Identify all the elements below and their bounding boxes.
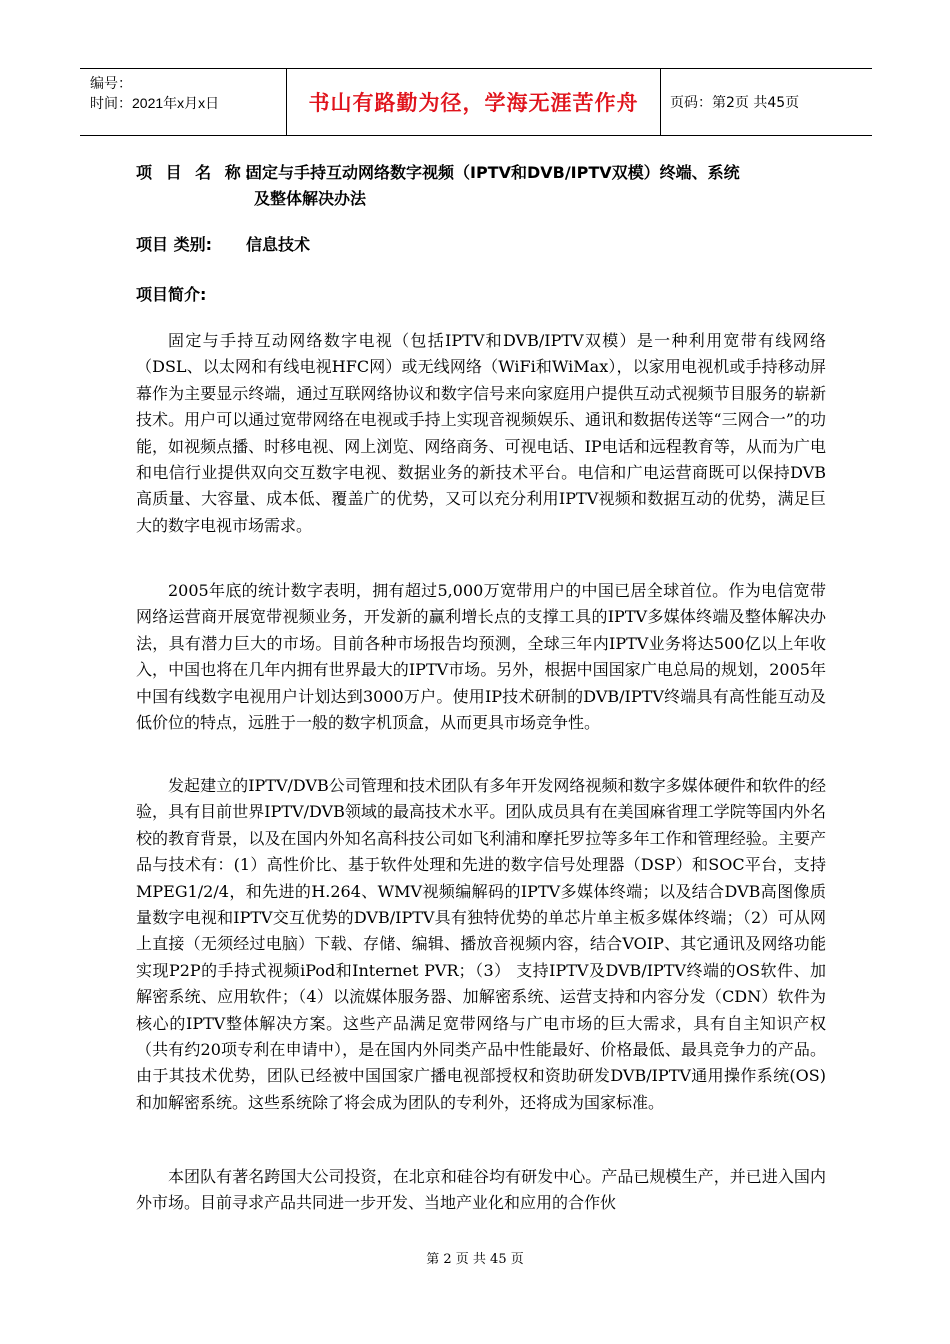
- project-category-row: [136, 232, 836, 258]
- document-date: 时间：2021年x月x日: [90, 95, 220, 111]
- project-intro-row: [136, 282, 836, 308]
- intro-paragraph-1-block: [136, 328, 826, 539]
- header-meta: [90, 73, 286, 131]
- header-motto: 书山有路勤为径，学海无涯苦作舟: [308, 91, 639, 115]
- body-paragraph: 本团队有著名跨国大公司投资，在北京和硅谷均有研发中心。产品已规模生产，并已进入国内外市场。目前寻求产品共同进一步开发、当地产业化和应用的合作伙: [136, 1167, 826, 1213]
- intro-paragraph-4-block: [136, 1164, 826, 1217]
- page-footer: 第 2 页 共 45 页: [426, 1252, 524, 1267]
- page-header: [80, 68, 872, 136]
- intro-paragraph-3-block: [136, 773, 826, 1116]
- body-paragraph: 固定与手持互动网络数字电视（包括IPTV和DVB/IPTV双模）是一种利用宽带有线网络（DSL、以太网和有线电视HFC网）或无线网络（WiFi和WiMax），以家用电视机或手持移动屏幕作为主要显示终端，通过互联网络协议和数字信号来向家庭用户提供互动式视频节目服务的崭新技术。用户可以通过宽带网络在电视或手持上实现音视频娱乐、通讯和数据传送等“三网合一”的功能，如视频点播、时移电视、网上浏览、网络商务、可视电话、IP电话和远程教育等，从而为广电和电信行业提供双向交互数字电视、数据业务的新技术平台。电信和广电运营商既可以保持DVB高质量、大容量、成本低、覆盖广的优势，又可以充分利用IPTV视频和数据互动的优势，满足巨大的数字电视市场需求。: [136, 331, 826, 535]
- project-category-label: 项目 类别:: [136, 235, 212, 254]
- project-category-value: 信息技术: [246, 235, 311, 254]
- document-number: 编号：: [90, 75, 132, 91]
- intro-paragraph-2-block: [136, 578, 826, 736]
- project-name-line1: 固定与手持互动网络数字视频（IPTV和DVB/IPTV双模）终端、系统: [246, 163, 740, 182]
- project-name-label: 项 目 名 称:: [136, 163, 256, 182]
- project-name-line2: 及整体解决办法: [254, 189, 367, 208]
- body-paragraph: 2005年底的统计数字表明，拥有超过5,000万宽带用户的中国已居全球首位。作为电信宽带网络运营商开展宽带视频业务，开发新的赢利增长点的支撑工具的IPTV多媒体终端及整体解决办法，具有潜力巨大的市场。目前各种市场报告均预测，全球三年内IPTV业务将达500亿以上年收入，中国也将在几年内拥有世界最大的IPTV市场。另外，根据中国国家广电总局的规划，2005年中国有线数字电视用户计划达到3000万户。使用IP技术研制的DVB/IPTV终端具有高性能互动及低价位的特点，远胜于一般的数字机顶盒，从而更具市场竞争性。: [136, 581, 826, 733]
- project-name-row: [136, 160, 836, 186]
- body-paragraph: 发起建立的IPTV/DVB公司管理和技术团队有多年开发网络视频和数字多媒体硬件和软件的经验，具有目前世界IPTV/DVB领域的最高技术水平。团队成员具有在美国麻省理工学院等国内外名校的教育背景，以及在国内外知名高科技公司如飞利浦和摩托罗拉等多年工作和管理经验。主要产品与技术有：(1）高性价比、基于软件处理和先进的数字信号处理器（DSP）和SOC平台，支持MPEG1/2/4，和先进的H.264、WMV视频编解码的IPTV多媒体终端；以及结合DVB高图像质量数字电视和IPTV交互优势的DVB/IPTV具有独特优势的单芯片单主板多媒体终端；（2）可从网上直接（无须经过电脑）下载、存储、编辑、播放音视频内容，结合VOIP、其它通讯及网络功能实现P2P的手持式视频iPod和Internet PVR；（3） 支持IPTV及DVB/IPTV终端的OS软件、加解密系统、应用软件；（4）以流媒体服务器、加解密系统、运营支持和内容分发（CDN）软件为核心的IPTV整体解决方案。这些产品满足宽带网络与广电市场的巨大需求，具有自主知识产权（共有约20项专利在申请中），是在国内外同类产品中性能最好、价格最低、最具竞争力的产品。由于其技术优势，团队已经被中国国家广播电视部授权和资助研发DVB/IPTV通用操作系统(OS)和加解密系统。这些系统除了将会成为团队的专利外，还将成为国家标准。: [136, 776, 826, 1112]
- header-page-info: 页码：第2页 共45页: [670, 95, 800, 111]
- project-info: [136, 160, 836, 308]
- project-intro-label: 项目简介:: [136, 285, 207, 304]
- header-divider: [660, 69, 661, 135]
